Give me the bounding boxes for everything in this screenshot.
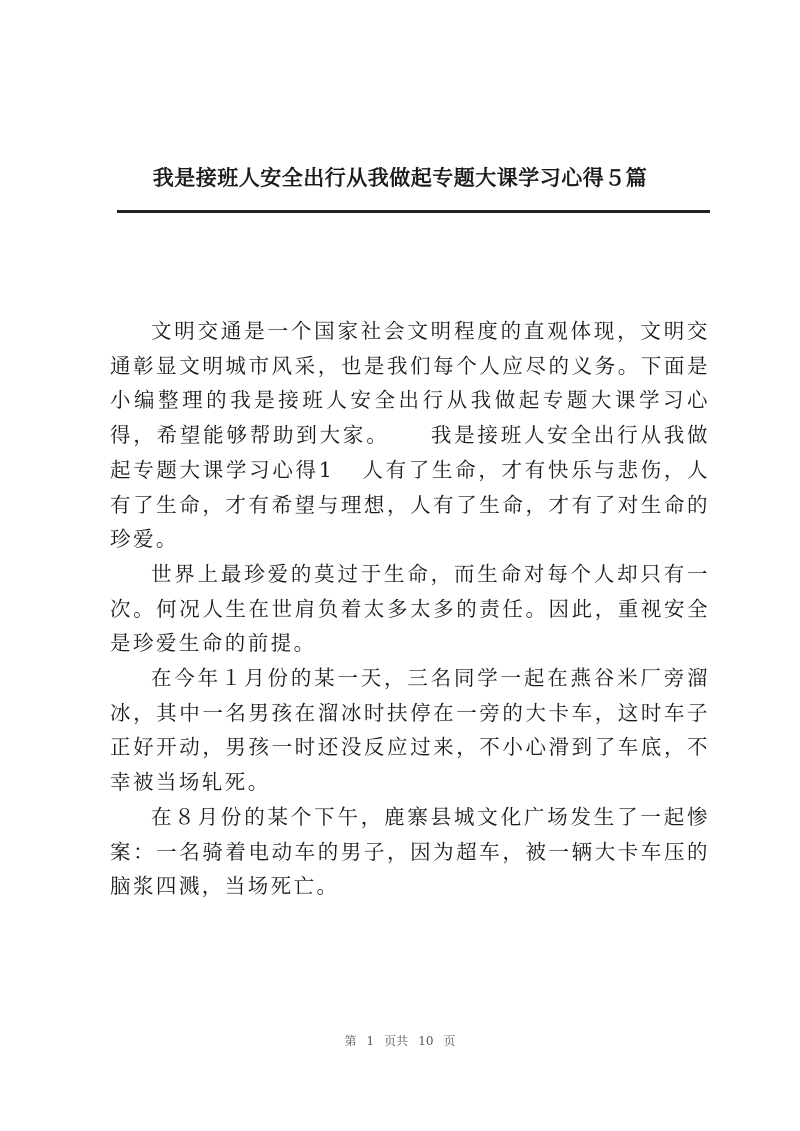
paragraph-1-rest: 人有了生命，才有快乐与悲伤，人有了生命，才有希望与理想，人有了生命，才有了对生命的珍爱。 — [110, 457, 711, 552]
footer-total-pages: 10 — [418, 1034, 434, 1048]
paragraph-3: 在今年１月份的某一天，三名同学一起在燕谷米厂旁溜冰，其中一名男孩在溜冰时扶停在一旁的大卡车，这时车子正好开动，男孩一时还没反应过来，不小心滑到了车底，不幸被当场轧死。 — [110, 666, 710, 795]
intro-text: 文明交通是一个国家社会文明程度的直观体现，文明交通彰显文明城市风采，也是我们每个人应尽的义务。下面是小编整理的我是接班人安全出行从我做起专题大课学习心得，希望能够帮助到大家。 — [110, 319, 710, 448]
page-footer — [0, 1032, 800, 1049]
section-heading: 我是接班人安全出行从我做起专题大课学习心得1 — [110, 423, 710, 482]
title-underline — [117, 210, 710, 213]
paragraph-1 — [110, 314, 710, 557]
document-body — [110, 314, 710, 904]
paragraph-4: 在８月份的某个下午，鹿寨县城文化广场发生了一起惨案：一名骑着电动车的男子，因为超车，被一辆大卡车压的脑浆四溅，当场死亡。 — [110, 804, 710, 899]
footer-suffix: 页 — [443, 1034, 456, 1048]
footer-prefix: 第 — [344, 1034, 357, 1048]
document-title: 我是接班人安全出行从我做起专题大课学习心得５篇 — [152, 165, 648, 190]
paragraph-2: 世界上最珍爱的莫过于生命，而生命对每个人却只有一次。何况人生在世肩负着太多太多的责任。因此，重视安全是珍爱生命的前提。 — [110, 561, 710, 656]
footer-page-number: 1 — [366, 1034, 375, 1048]
footer-middle: 页共 — [384, 1034, 409, 1048]
